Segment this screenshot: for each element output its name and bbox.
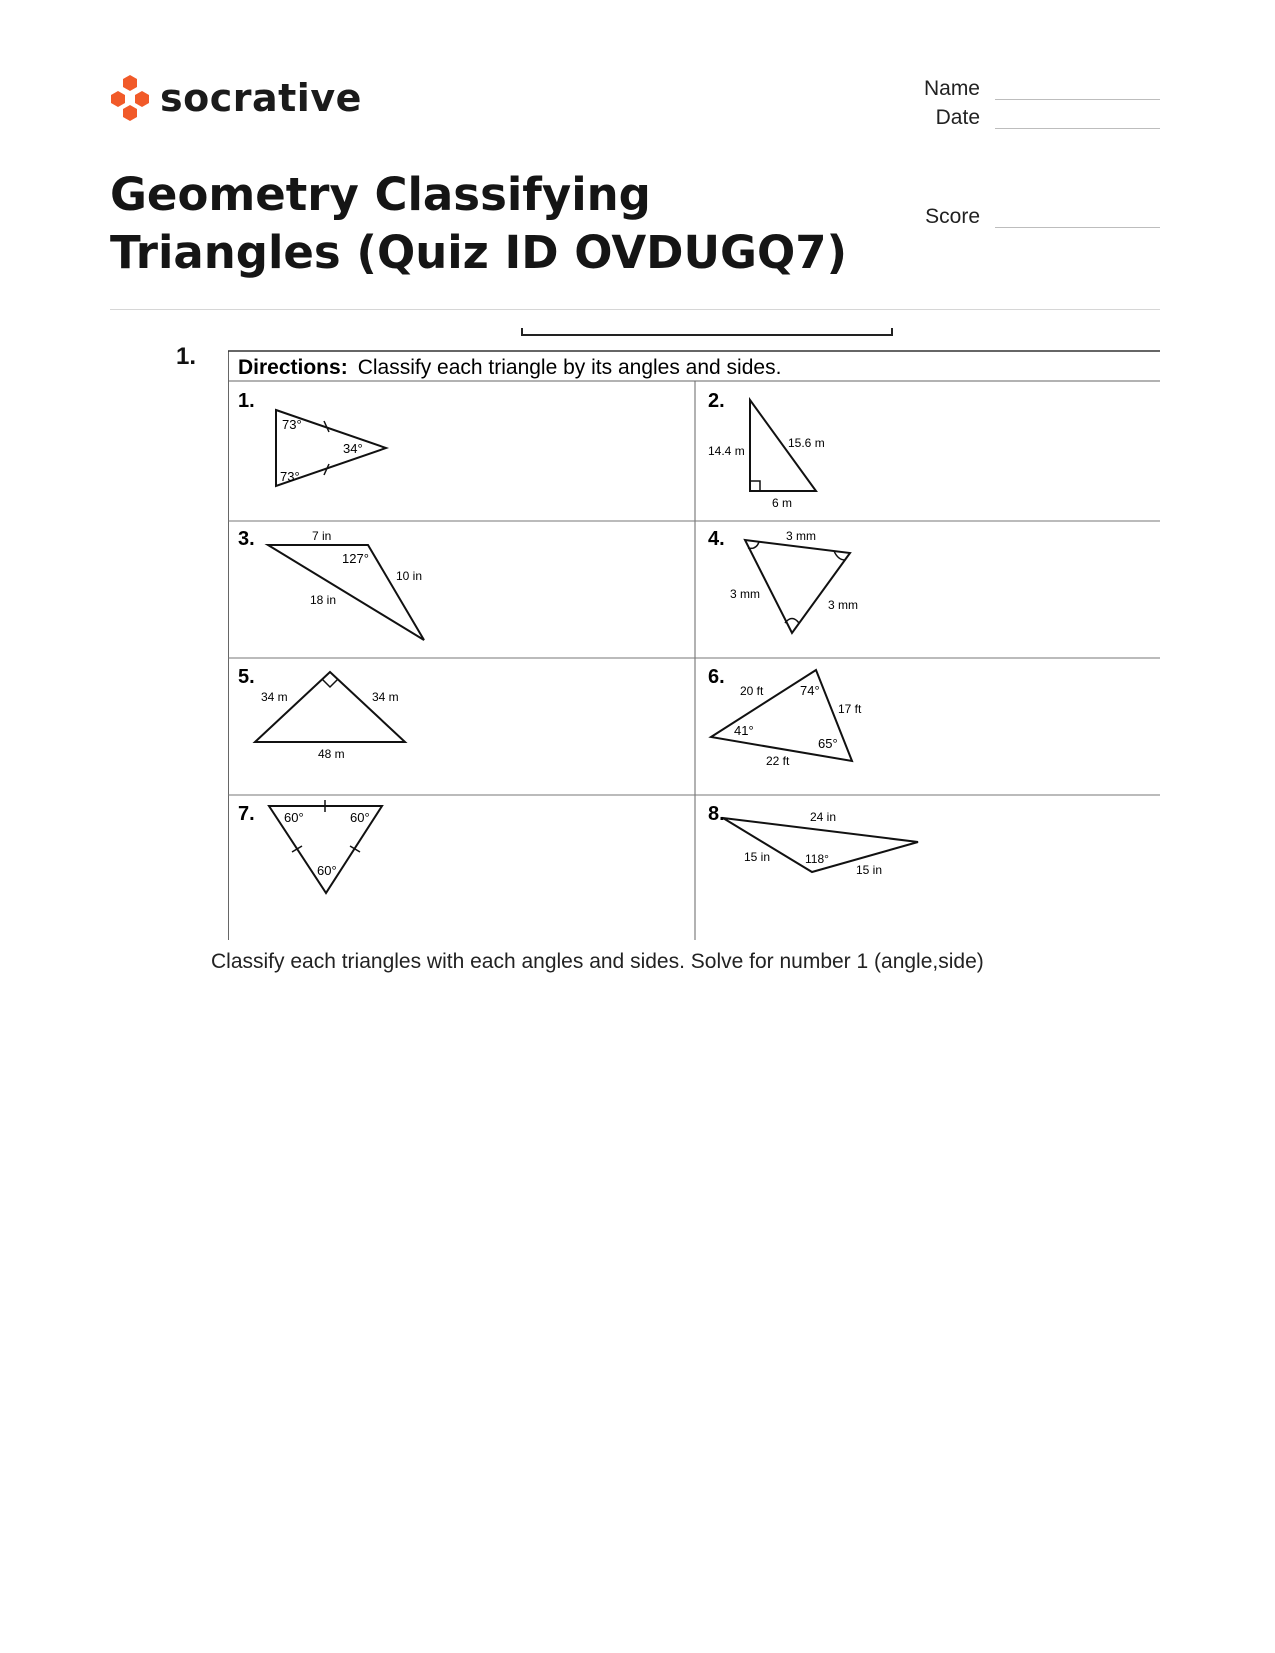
problem-number: 5. (238, 666, 255, 688)
hexagon-cluster-icon (110, 73, 150, 123)
svg-text:60°: 60° (350, 810, 370, 825)
problem-number: 8. (708, 803, 725, 825)
date-field (900, 106, 1160, 130)
svg-text:74°: 74° (800, 683, 820, 698)
svg-text:3 mm: 3 mm (786, 529, 816, 543)
svg-text:14.4 m: 14.4 m (708, 444, 745, 458)
svg-text:127°: 127° (342, 551, 369, 566)
svg-text:10 in: 10 in (396, 569, 423, 583)
svg-text:60°: 60° (317, 863, 337, 878)
svg-text:20 ft: 20 ft (740, 684, 764, 698)
svg-text:73°: 73° (280, 469, 300, 484)
problem-number: 7. (238, 803, 255, 825)
svg-text:3 mm: 3 mm (730, 587, 760, 601)
name-line (995, 99, 1160, 100)
score-field (900, 205, 1160, 229)
date-label: Date (935, 106, 980, 129)
page-title: Geometry Classifying Triangles (Quiz ID OVDUGQ7) (110, 168, 848, 279)
triangle-8 (723, 810, 918, 877)
triangle-6 (711, 670, 862, 768)
name-label: Name (923, 77, 980, 100)
problem-number: 3. (238, 528, 255, 550)
problem-number: 1. (238, 390, 255, 412)
triangle-5 (255, 672, 405, 761)
svg-text:3 mm: 3 mm (828, 598, 858, 612)
svg-text:73°: 73° (282, 417, 302, 432)
triangle-2 (708, 400, 825, 510)
svg-text:15.6 m: 15.6 m (788, 436, 825, 450)
score-label: Score (925, 205, 980, 228)
question-number: 1. (176, 343, 197, 370)
svg-text:118°: 118° (805, 852, 829, 866)
svg-text:15 in: 15 in (744, 850, 771, 864)
triangle-3 (268, 529, 424, 640)
header-divider (110, 309, 1160, 310)
svg-text:34°: 34° (343, 441, 363, 456)
problem-number: 2. (708, 390, 725, 412)
triangle-4 (730, 529, 858, 633)
svg-text:34 m: 34 m (372, 690, 399, 704)
triangle-7 (269, 800, 382, 893)
svg-text:60°: 60° (284, 810, 304, 825)
svg-text:34 m: 34 m (261, 690, 288, 704)
svg-text:24 in: 24 in (810, 810, 837, 824)
svg-text:15 in: 15 in (856, 863, 883, 877)
svg-text:6 m: 6 m (772, 496, 793, 510)
svg-text:7 in: 7 in (312, 529, 332, 543)
triangle-1 (276, 410, 386, 486)
name-field (900, 77, 1160, 101)
problem-number: 4. (708, 528, 725, 550)
date-line (995, 128, 1160, 129)
svg-text:41°: 41° (734, 723, 754, 738)
svg-text:18 in: 18 in (310, 593, 337, 607)
socrative-logo (110, 72, 362, 124)
question-caption: Classify each triangles with each angles and sides. Solve for number 1 (angle,side) (211, 950, 984, 973)
score-line (995, 227, 1160, 228)
svg-text:17 ft: 17 ft (838, 702, 862, 716)
svg-text:48 m: 48 m (318, 747, 345, 761)
svg-text:22 ft: 22 ft (766, 754, 790, 768)
problem-number: 6. (708, 666, 725, 688)
svg-text:65°: 65° (818, 736, 838, 751)
brand-name: socrative (160, 76, 362, 120)
directions: Directions: Classify each triangle by its angles and sides. (238, 356, 782, 379)
worksheet-image (228, 328, 1160, 940)
